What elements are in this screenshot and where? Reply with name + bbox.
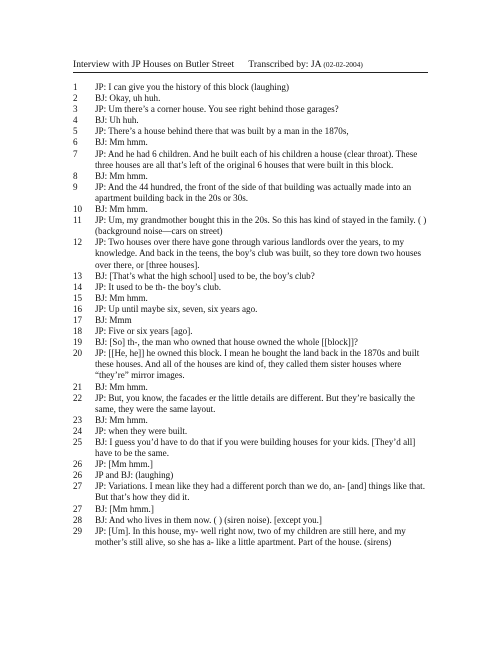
header-title: Interview with JP Houses on Butler Street <box>73 59 235 70</box>
line-number: 9 <box>73 181 78 192</box>
header-transcriber: Transcribed by: JA <box>248 59 322 70</box>
transcript-line <box>73 271 433 282</box>
line-text: JP: And he had 6 children. And he built each of his children a house (clear throat). These three houses are all that’s left of the original 6 houses that were built in this block. <box>95 148 418 170</box>
transcript-line <box>73 82 433 93</box>
line-text: BJ: [That’s what the high school] used to be, the boy’s club? <box>95 270 315 281</box>
transcript-line <box>73 137 433 148</box>
line-text: JP: Two houses over there have gone through various landlords over the years, to my knowledge. And back in the teens, the boy’s club was built, so they tore down two houses over there, or [three houses]. <box>95 237 422 270</box>
transcript-line <box>73 315 433 326</box>
transcript-line <box>73 149 433 171</box>
transcript-line <box>73 104 433 115</box>
transcript-line <box>73 126 433 137</box>
line-text: BJ: Mm hmm. <box>95 204 148 215</box>
line-number: 23 <box>73 414 83 425</box>
transcript-line <box>73 526 433 548</box>
line-text: JP: And the 44 hundred, the front of the side of that building was actually made into an apartment building back in the 20s or 30s. <box>95 181 412 203</box>
line-number: 26 <box>73 459 83 470</box>
line-text: JP: [Um]. In this house, my- well right now, two of my children are still here, and my mother’s still alive, so she has a- like a little apartment. Part of the house. (sirens) <box>95 525 406 547</box>
line-text: BJ: Okay, uh huh. <box>95 93 161 104</box>
line-text: JP: It used to be th- the boy’s club. <box>95 281 222 292</box>
transcript-line <box>73 393 433 415</box>
line-number: 18 <box>73 326 83 337</box>
transcript-line <box>73 437 433 459</box>
transcript-line <box>73 215 433 237</box>
line-text: JP: Um there’s a corner house. You see right behind those garages? <box>95 104 339 115</box>
line-text: BJ: I guess you’d have to do that if you were building houses for your kids. [They’d all] have to be the same. <box>95 437 416 459</box>
line-text: BJ: And who lives in them now. ( ) (siren noise). [except you.] <box>95 514 322 525</box>
line-text: JP: [[He, he]] he owned this block. I mean he bought the land back in the 1870s and built these houses. And all of the houses are kind of, they called them sister houses where “they’re” mirror images. <box>95 348 420 381</box>
transcript-line <box>73 415 433 426</box>
transcript-line <box>73 459 433 470</box>
transcript-line <box>73 515 433 526</box>
line-number: 14 <box>73 281 83 292</box>
line-number: 24 <box>73 425 83 436</box>
transcript-line <box>73 182 433 204</box>
line-number: 2 <box>73 93 78 104</box>
line-number: 15 <box>73 292 83 303</box>
line-text: JP: I can give you the history of this block (laughing) <box>95 82 289 92</box>
transcript-line <box>73 293 433 304</box>
transcript-line <box>73 204 433 215</box>
transcript-line <box>73 237 433 270</box>
transcript-line <box>73 115 433 126</box>
line-number: 21 <box>73 381 83 392</box>
transcript-line <box>73 93 433 104</box>
line-number: 4 <box>73 115 78 126</box>
transcript-line <box>73 337 433 348</box>
line-text: JP: [Mm hmm.] <box>95 459 153 470</box>
line-number: 3 <box>73 104 78 115</box>
line-number: 8 <box>73 170 78 181</box>
line-text: JP: Um, my grandmother bought this in the 20s. So this has kind of stayed in the family. ( ) (background noise—cars on street) <box>95 215 427 237</box>
line-text: BJ: Mm hmm. <box>95 414 148 425</box>
line-number: 12 <box>73 237 83 248</box>
line-number: 19 <box>73 337 83 348</box>
line-text: JP: There’s a house behind there that was built by a man in the 1870s, <box>95 126 349 137</box>
transcript-line <box>73 171 433 182</box>
transcript-line <box>73 348 433 381</box>
header-rule <box>73 72 428 73</box>
line-number: 27 <box>73 503 83 514</box>
line-number: 27 <box>73 481 83 492</box>
transcript-line <box>73 504 433 515</box>
transcript-line <box>73 481 433 503</box>
transcript-line <box>73 382 433 393</box>
line-text: BJ: Uh huh. <box>95 115 139 126</box>
line-text: BJ: Mm hmm. <box>95 292 148 303</box>
line-text: BJ: Mm hmm. <box>95 137 148 148</box>
line-number: 25 <box>73 437 83 447</box>
line-text: BJ: Mm hmm. <box>95 381 148 392</box>
line-number: 16 <box>73 303 83 314</box>
line-number: 20 <box>73 348 83 359</box>
line-number: 13 <box>73 270 83 281</box>
line-text: BJ: [Mm hmm.] <box>95 503 154 514</box>
line-number: 5 <box>73 126 78 137</box>
line-text: JP: Five or six years [ago]. <box>95 326 193 337</box>
line-text: BJ: [So] th-, the man who owned that house owned the whole [[block]]? <box>95 337 358 348</box>
transcript-line <box>73 470 433 481</box>
transcript-line <box>73 282 433 293</box>
transcript-line <box>73 304 433 315</box>
line-number: 17 <box>73 314 83 325</box>
line-text: BJ: Mmm <box>95 314 132 325</box>
header-date: (02-02-2004) <box>323 60 363 69</box>
line-number: 11 <box>73 215 82 226</box>
line-text: JP: Variations. I mean like they had a different porch than we do, an- [and] things like that. But that’s how they did it. <box>95 481 425 503</box>
line-number: 1 <box>73 82 78 92</box>
line-text: JP: when they were built. <box>95 425 188 436</box>
transcript-line <box>73 426 433 437</box>
line-number: 10 <box>73 204 83 215</box>
line-number: 22 <box>73 392 83 403</box>
line-number: 28 <box>73 514 83 525</box>
line-number: 26 <box>73 470 83 481</box>
line-text: JP and BJ: (laughing) <box>95 470 174 481</box>
line-text: JP: But, you know, the facades er the little details are different. But they’re basically the same, they were the same layout. <box>95 392 415 414</box>
transcript-line <box>73 326 433 337</box>
line-text: BJ: Mm hmm. <box>95 170 148 181</box>
document-header <box>73 59 423 70</box>
line-number: 6 <box>73 137 78 148</box>
line-text: JP: Up until maybe six, seven, six years ago. <box>95 303 258 314</box>
line-number: 29 <box>73 525 83 536</box>
transcript-body <box>73 82 433 548</box>
line-number: 7 <box>73 148 78 159</box>
